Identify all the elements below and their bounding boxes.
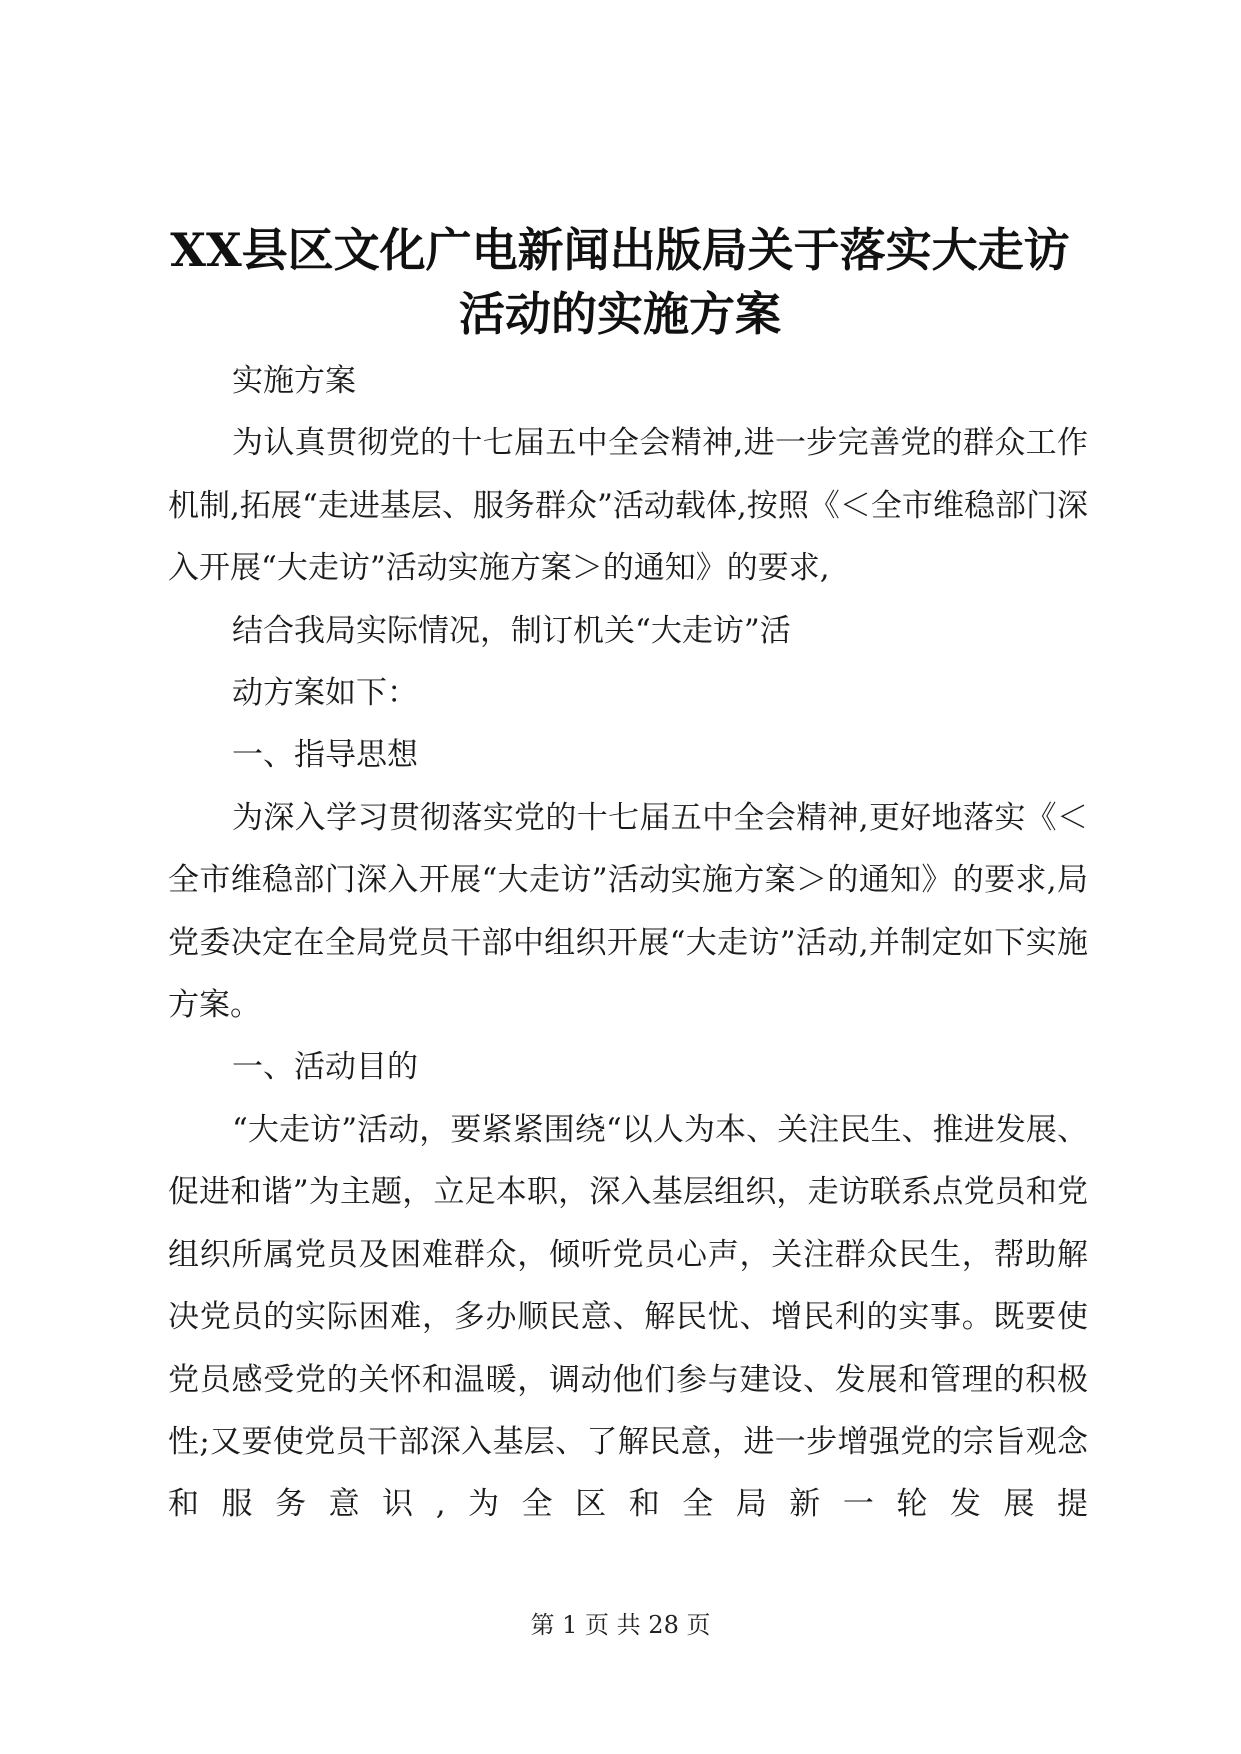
title-line-2: 活动的实施方案 bbox=[459, 287, 781, 341]
title-line-1: XX县区文化广电新闻出版局关于落实大走访 bbox=[170, 223, 1070, 277]
section-heading: 一、活动目的 bbox=[232, 1049, 418, 1086]
paragraph: 动方案如下： bbox=[232, 675, 418, 712]
paragraph: 为认真贯彻党的十七届五中全会精神,进一步完善党的群众工作机制,拓展“走进基层、服务群众”活动载体,按照《＜全市维稳部门深入开展“大走访”活动实施方案＞的通知》的要求, bbox=[168, 425, 1088, 587]
page-number-footer: 第 1 页 共 28 页 bbox=[530, 1611, 711, 1639]
document-body bbox=[168, 350, 1088, 1536]
section-heading: 一、指导思想 bbox=[232, 737, 418, 774]
paragraph-heading: 实施方案 bbox=[232, 363, 356, 399]
paragraph: “大走访”活动，要紧紧围绕“以人为本、关注民生、推进发展、促进和谐”为主题，立足本职，深入基层组织，走访联系点党员和党组织所属党员及困难群众，倾听党员心声，关注群众民生，帮助解决党员的实际困难，多办顺民意、解民忧、增民利的实事。既要使党员感受党的关怀和温暖，调动他们参与建设、发展和管理的积极性;又要使党员干部深入基层、了解民意，进一步增强党的宗旨观念和服务意识,为全区和全局新一轮发展提 bbox=[168, 1111, 1088, 1523]
paragraph: 为深入学习贯彻落实党的十七届五中全会精神,更好地落实《＜全市维稳部门深入开展“大走访”活动实施方案＞的通知》的要求,局党委决定在全局党员干部中组织开展“大走访”活动,并制定如下实施方案。 bbox=[168, 799, 1088, 1024]
document-title bbox=[120, 218, 1120, 346]
paragraph: 结合我局实际情况，制订机关“大走访”活 bbox=[232, 612, 791, 649]
